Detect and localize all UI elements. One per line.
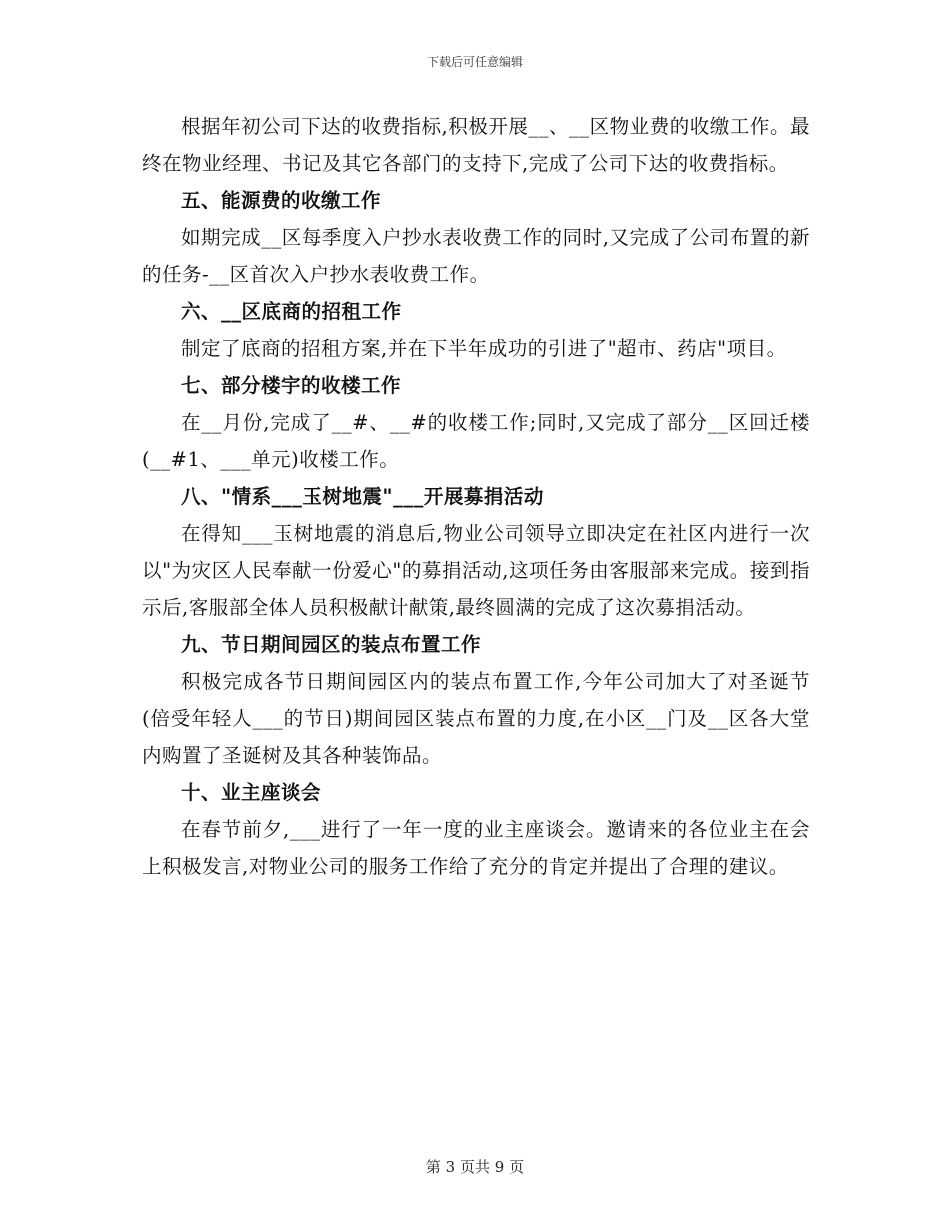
paragraph-donation-activity: 在得知___玉树地震的消息后,物业公司领导立即决定在社区内进行一次以"为灾区人民奉献一份爱心"的募捐活动,这项任务由客服部来完成。接到指示后,客服部全体人员积极献计献策,最终圆满的完成了这次募捐活动。 (142, 522, 810, 619)
page-number: 第 3 页共 9 页 (425, 1158, 525, 1176)
paragraph-energy-fee: 如期完成__区每季度入户抄水表收费工作的同时,又完成了公司布置的新的任务-__区首次入户抄水表收费工作。 (142, 226, 810, 286)
paragraph-holiday-decoration: 积极完成各节日期间园区内的装点布置工作,今年公司加大了对圣诞节(倍受年轻人___的节日)期间园区装点布置的力度,在小区__门及__区各大堂内购置了圣诞树及其各种装饰品。 (142, 670, 810, 767)
paragraph-fee-collection: 根据年初公司下达的收费指标,积极开展__、__区物业费的收缴工作。最终在物业经理、书记及其它各部门的支持下,完成了公司下达的收费指标。 (142, 115, 810, 175)
section-heading-7: 七、部分楼宇的收楼工作 (181, 374, 402, 397)
section-heading-9: 九、节日期间园区的装点布置工作 (181, 633, 482, 656)
paragraph-shop-leasing: 制定了底商的招租方案,并在下半年成功的引进了"超市、药店"项目。 (181, 337, 787, 360)
section-heading-5: 五、能源费的收缴工作 (181, 189, 382, 212)
document-body (142, 108, 810, 885)
section-heading-10: 十、业主座谈会 (181, 781, 322, 804)
section-heading-8: 八、"情系___玉树地震"___开展募捐活动 (181, 485, 544, 508)
page-header: 下载后可任意编辑 (426, 55, 523, 69)
paragraph-building-handover: 在__月份,完成了__#、__#的收楼工作;同时,又完成了部分__区回迁楼(__#1、___单元)收楼工作。 (142, 411, 810, 471)
paragraph-owner-meeting: 在春节前夕,___进行了一年一度的业主座谈会。邀请来的各位业主在会上积极发言,对物业公司的服务工作给了充分的肯定并提出了合理的建议。 (142, 818, 810, 878)
section-heading-6: 六、__区底商的招租工作 (181, 300, 402, 323)
